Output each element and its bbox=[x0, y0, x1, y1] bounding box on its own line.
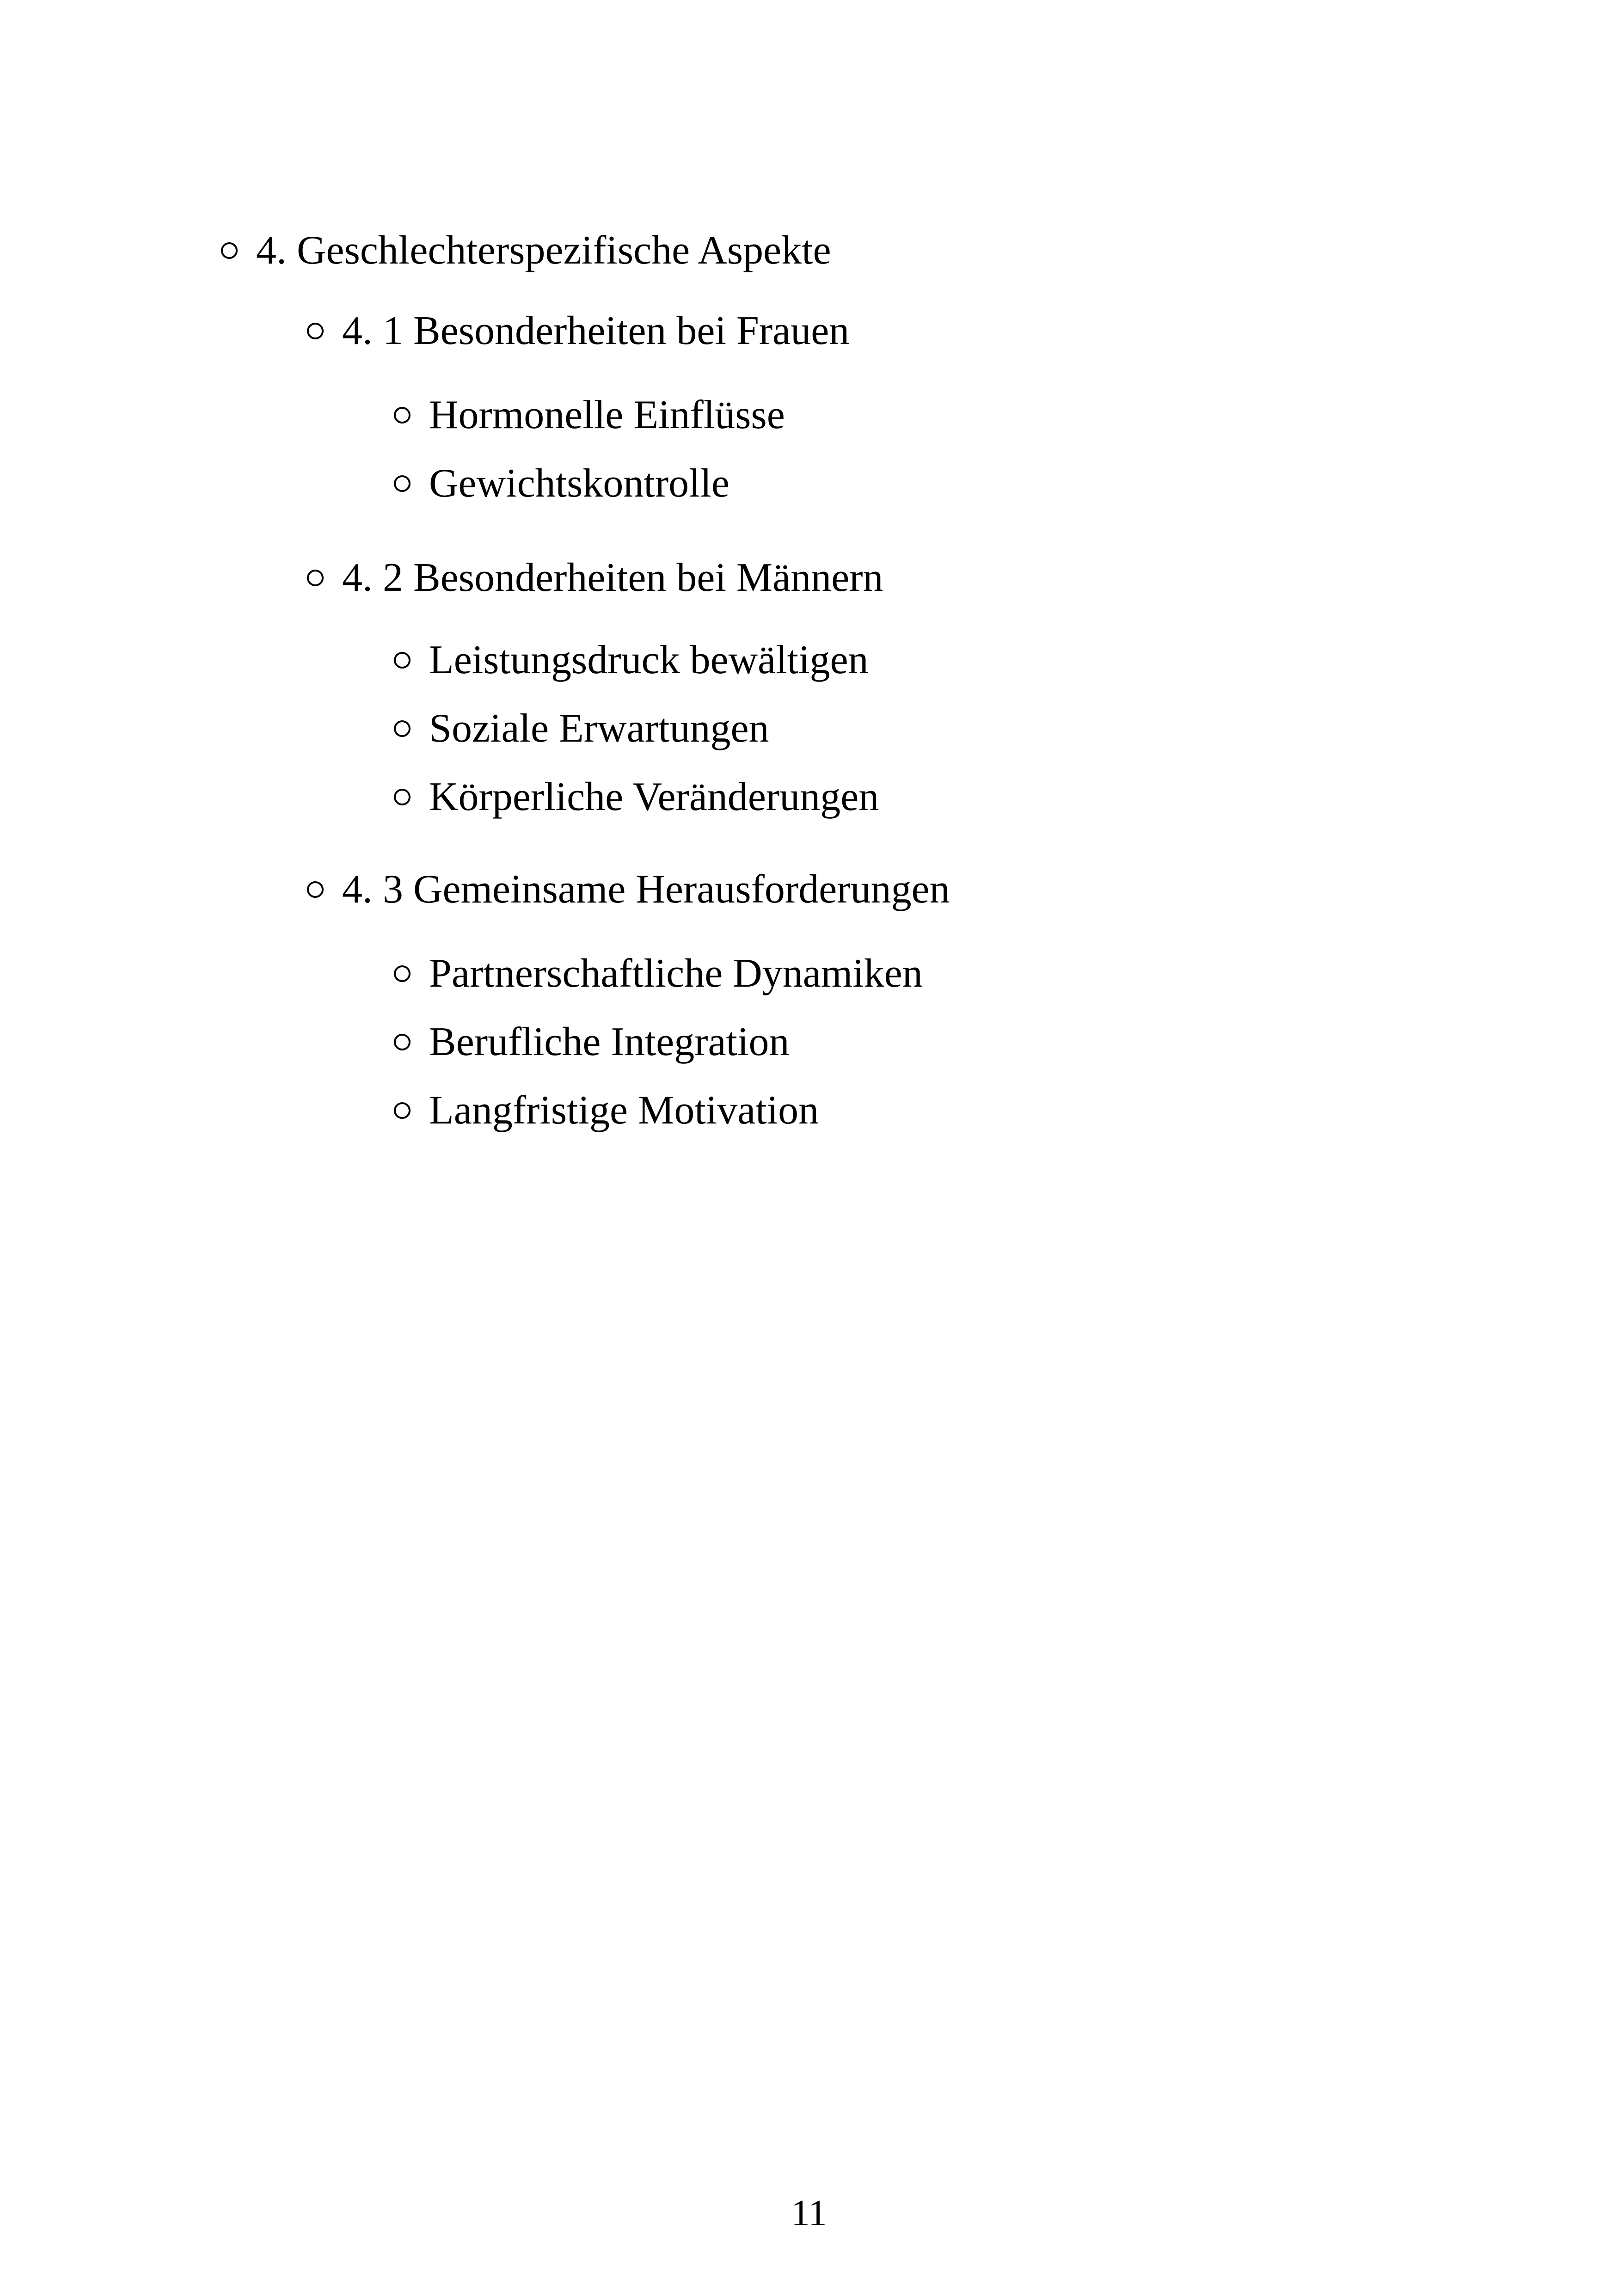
circle-bullet-icon bbox=[394, 407, 411, 424]
outline-item-label: Soziale Erwartungen bbox=[429, 706, 769, 751]
outline-item bbox=[394, 640, 869, 681]
outline-subsection bbox=[307, 555, 883, 600]
outline-subsection bbox=[307, 308, 850, 353]
outline-item-label: Körperliche Veränderungen bbox=[429, 774, 879, 819]
outline-item bbox=[394, 1019, 790, 1064]
outline-item-label: Langfristige Motivation bbox=[429, 1088, 819, 1133]
outline-subsection bbox=[307, 869, 950, 910]
circle-bullet-icon bbox=[307, 570, 324, 586]
circle-bullet-icon bbox=[394, 652, 411, 669]
outline-item-label: Hormonelle Einflüsse bbox=[429, 393, 785, 437]
circle-bullet-icon bbox=[307, 881, 324, 898]
circle-bullet-icon bbox=[394, 475, 411, 492]
outline-item-label: Partnerschaftliche Dynamiken bbox=[429, 951, 923, 996]
circle-bullet-icon bbox=[394, 1102, 411, 1119]
outline-item-label: Berufliche Integration bbox=[429, 1019, 790, 1064]
circle-bullet-icon bbox=[307, 323, 324, 339]
circle-bullet-icon bbox=[394, 965, 411, 982]
outline-item bbox=[394, 463, 729, 504]
outline-item bbox=[394, 953, 923, 994]
circle-bullet-icon bbox=[221, 242, 238, 259]
outline-item bbox=[394, 1090, 819, 1131]
outline-item-label: Gewichtskontrolle bbox=[429, 461, 730, 506]
circle-bullet-icon bbox=[394, 789, 411, 805]
outline-section bbox=[221, 230, 831, 271]
circle-bullet-icon bbox=[394, 720, 411, 737]
page-number: 11 bbox=[791, 2193, 827, 2234]
outline-item bbox=[394, 395, 785, 436]
outline-item-label: Leistungsdruck bewältigen bbox=[429, 638, 869, 682]
subsection-title: 4. 2 Besonderheiten bei Männern bbox=[342, 555, 883, 600]
outline-item bbox=[394, 708, 769, 749]
circle-bullet-icon bbox=[394, 1034, 411, 1050]
outline-item bbox=[394, 774, 879, 819]
section-title: 4. Geschlechterspezifische Aspekte bbox=[256, 228, 831, 273]
subsection-title: 4. 1 Besonderheiten bei Frauen bbox=[342, 308, 850, 353]
subsection-title: 4. 3 Gemeinsame Herausforderungen bbox=[342, 867, 950, 912]
